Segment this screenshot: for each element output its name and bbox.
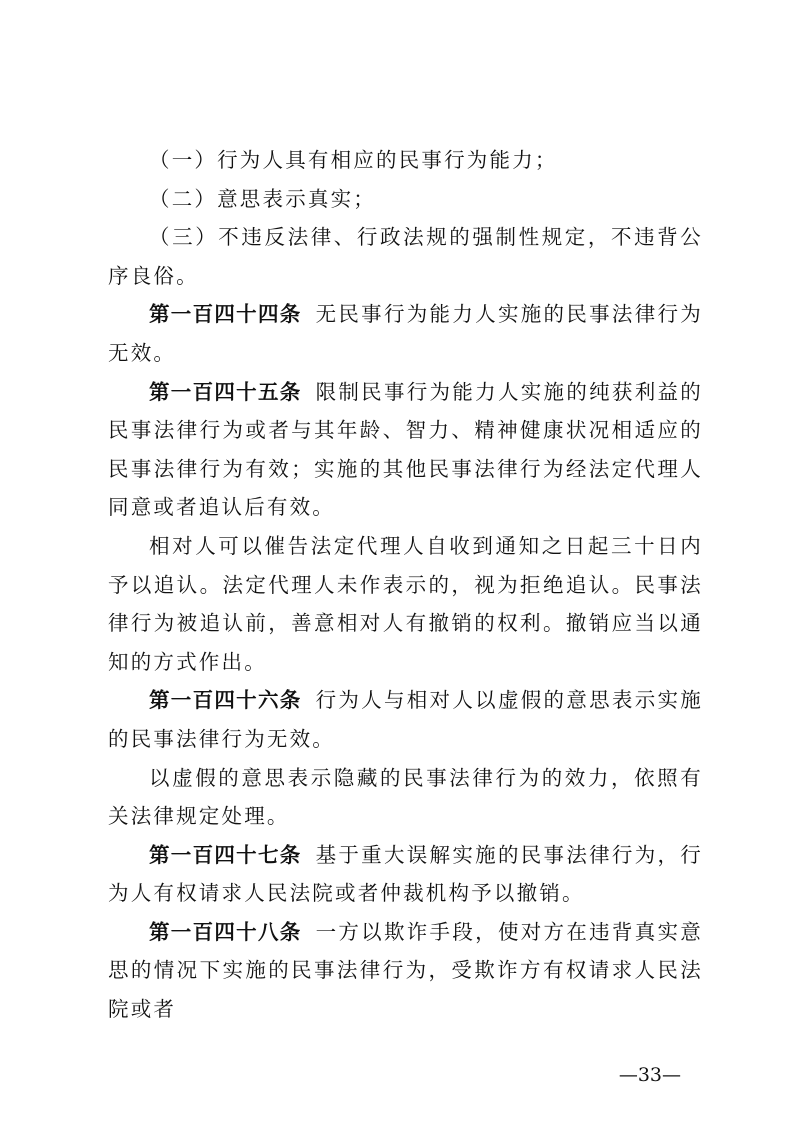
item-paragraph (108, 218, 703, 295)
article-heading: 第一百四十八条 (149, 919, 302, 944)
article-heading: 第一百四十五条 (149, 379, 302, 404)
item-paragraph (108, 141, 703, 180)
article-paragraph (108, 681, 703, 758)
paragraph-text: （一）行为人具有相应的民事行为能力； (149, 148, 558, 172)
paragraph-text: 以虚假的意思表示隐藏的民事法律行为的效力，依照有关法律规定处理。 (108, 765, 703, 829)
article-heading: 第一百四十四条 (149, 302, 302, 327)
paragraph-text: 行为人与相对人以虚假的意思表示实施的民事法律行为无效。 (108, 688, 703, 751)
paragraph-text: 基于重大误解实施的民事法律行为，行为人有权请求人民法院或者仲裁机构予以撤销。 (108, 842, 703, 906)
paragraph-text: 限制民事行为能力人实施的纯获利益的民事法律行为或者与其年龄、智力、精神健康状况相适应的民事法律行为有效；实施的其他民事法律行为经法定代理人同意或者追认后有效。 (108, 379, 703, 520)
page-body (108, 141, 703, 1029)
article-paragraph (108, 913, 703, 1029)
article-heading: 第一百四十七条 (149, 842, 302, 867)
article-paragraph (108, 373, 703, 527)
page-number: —33— (618, 1064, 681, 1086)
body-paragraph (108, 759, 703, 836)
body-paragraph (108, 527, 703, 681)
article-heading: 第一百四十六条 (149, 688, 302, 713)
paragraph-text: （三）不违反法律、行政法规的强制性规定，不违背公序良俗。 (108, 225, 703, 288)
paragraph-text: 一方以欺诈手段，使对方在违背真实意思的情况下实施的民事法律行为，受欺诈方有权请求人民法院或者 (108, 919, 703, 1022)
paragraph-text: 无民事行为能力人实施的民事法律行为无效。 (108, 302, 703, 365)
article-paragraph (108, 295, 703, 372)
article-paragraph (108, 836, 703, 913)
item-paragraph (108, 180, 703, 219)
paragraph-text: （二）意思表示真实； (149, 186, 376, 211)
paragraph-text: 相对人可以催告法定代理人自收到通知之日起三十日内予以追认。法定代理人未作表示的，视为拒绝追认。民事法律行为被追认前，善意相对人有撤销的权利。撤销应当以通知的方式作出。 (108, 533, 703, 674)
